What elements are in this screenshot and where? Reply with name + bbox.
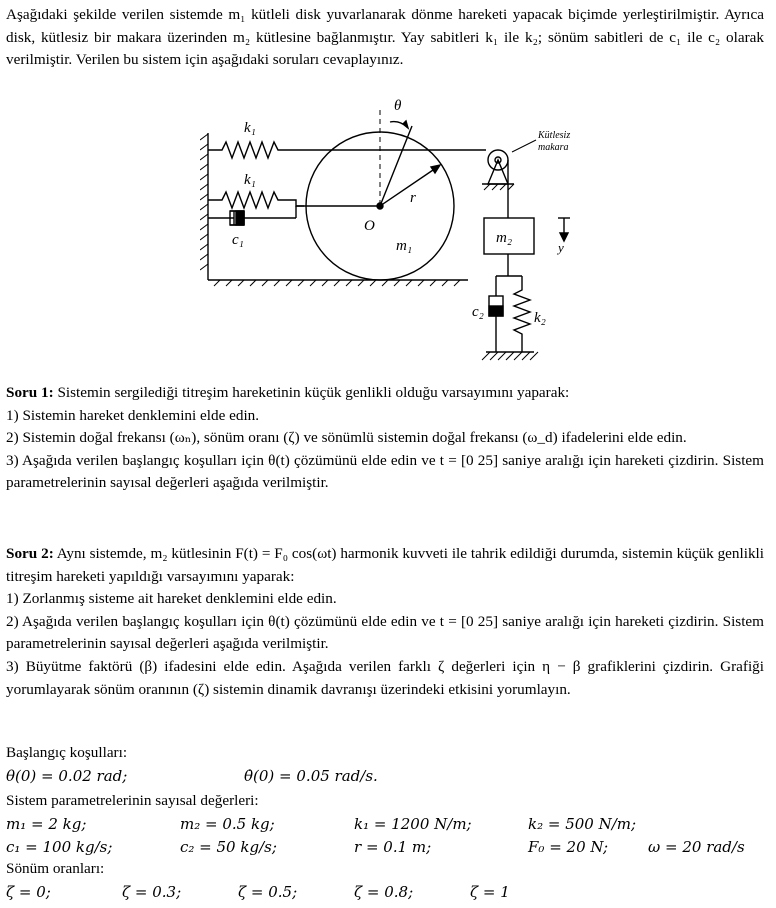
label-m1: m₁ bbox=[396, 238, 413, 254]
theta-arrowhead bbox=[403, 121, 408, 128]
floor-hatch bbox=[214, 280, 460, 286]
label-y: y bbox=[558, 240, 564, 255]
spring-k1-top bbox=[208, 142, 380, 158]
param-omega: ω = 20 rad/s bbox=[648, 838, 745, 856]
label-O: O bbox=[364, 218, 375, 234]
param-F0: F₀ = 20 N; bbox=[528, 838, 609, 856]
damper-c1 bbox=[208, 206, 296, 225]
label-pulley-1: Kütlesiz bbox=[538, 130, 571, 141]
soru1-item2: 2) Sistemin doğal frekansı (ωₙ), sönüm oranı (ζ) ve sönümlü sistemin doğal frekansı (ω_d) ifadelerini elde edin. bbox=[6, 429, 687, 447]
initial-heading: Başlangıç koşulları: bbox=[6, 744, 128, 761]
soru2-intro: Aynı sistemde, m₂ kütlesinin F(t) = F₀ cos(ωt) harmonik kuvveti ile tahrik edildiği durumda, sistemin küçük genlikli titreşim hareketi yapıldığı varsayımını yaparak: bbox=[6, 545, 764, 585]
pulley-hatch bbox=[484, 184, 514, 190]
pulley-leader bbox=[512, 140, 536, 152]
soru2-heading: Soru 2: bbox=[6, 545, 54, 562]
soru2-block bbox=[6, 543, 764, 701]
damper-c2 bbox=[489, 276, 503, 352]
soru2-item2: 2) Aşağıda verilen başlangıç koşulları için θ(t) çözümünü elde edin ve t = [0 25] saniye aralığı için hareketi çizdirin. Sistem parametrelerinin sayısal değerleri aşağıda verilmiştir. bbox=[6, 612, 764, 653]
param-k1: k₁ = 1200 N/m; bbox=[354, 815, 472, 833]
system-figure bbox=[200, 98, 586, 370]
param-r: r = 0.1 m; bbox=[354, 838, 432, 856]
soru2-item1: 1) Zorlanmış sisteme ait hareket denklemini elde edin. bbox=[6, 590, 337, 608]
soru1-block bbox=[6, 382, 764, 495]
label-c1: c₁ bbox=[232, 232, 244, 248]
soru1-item3: 3) Aşağıda verilen başlangıç koşulları için θ(t) çözümünü elde edin ve t = [0 25] saniye aralığı için hareketi çizdirin. Sistem parametrelerinin sayısal değerleri aşağıda verilmiştir. bbox=[6, 451, 764, 492]
label-pulley-2: makara bbox=[538, 142, 569, 153]
label-m2: m₂ bbox=[496, 230, 513, 246]
initial-theta0: θ(0) = 0.02 rad; bbox=[6, 767, 128, 785]
label-r: r bbox=[410, 190, 416, 206]
param-m2: m₂ = 0.5 kg; bbox=[180, 815, 275, 833]
damping-z1: ζ = 0.3; bbox=[122, 883, 182, 901]
label-theta: θ bbox=[394, 98, 402, 114]
param-m1: m₁ = 2 kg; bbox=[6, 815, 87, 833]
soru1-item1: 1) Sistemin hareket denklemini elde edin. bbox=[6, 406, 260, 424]
damping-z4: ζ = 1 bbox=[470, 883, 510, 901]
damping-heading: Sönüm oranları: bbox=[6, 860, 105, 877]
initial-thetadot0: θ̇(0) = 0.05 rad/s. bbox=[244, 767, 378, 785]
param-c2: c₂ = 50 kg/s; bbox=[180, 838, 277, 856]
damping-z3: ζ = 0.8; bbox=[354, 883, 414, 901]
damping-z2: ζ = 0.5; bbox=[238, 883, 298, 901]
label-k1-top: k₁ bbox=[244, 120, 256, 136]
label-c2: c₂ bbox=[472, 304, 484, 320]
ground-m2-hatch bbox=[482, 352, 538, 360]
label-k1-mid: k₁ bbox=[244, 172, 256, 188]
spring-k1-mid bbox=[208, 192, 304, 208]
intro-paragraph bbox=[6, 4, 764, 72]
damping-z0: ζ = 0; bbox=[6, 883, 51, 901]
params-heading: Sistem parametrelerinin sayısal değerleri: bbox=[6, 792, 259, 809]
radius-arrow bbox=[380, 168, 436, 206]
radius-arrowhead bbox=[431, 165, 440, 173]
soru1-intro: Sistemin sergilediği titreşim hareketinin küçük genlikli olduğu varsayımını yaparak: bbox=[53, 384, 570, 401]
param-c1: c₁ = 100 kg/s; bbox=[6, 838, 113, 856]
param-k2: k₂ = 500 N/m; bbox=[528, 815, 637, 833]
soru2-item3: 3) Büyütme faktörü (β) ifadesini elde edin. Aşağıda verilen farklı ζ değerleri için η − β grafiklerini çizdirin. Grafiği yorumlayarak sönüm oranının (ζ) sistemin dinamik davranışı üzerindeki etkisini yorumlayın. bbox=[6, 657, 764, 698]
left-wall-hatch bbox=[200, 134, 208, 270]
rotated-radius bbox=[380, 126, 412, 206]
intro-text: Aşağıdaki şekilde verilen sistemde m₁ kütleli disk yuvarlanarak dönme hareketi yapacak biçimde yerleştirilmiştir. Ayrıca disk, kütlesiz bir makara üzerinden m₂ kütlesine bağlanmıştır. Yay sabitleri k₁ ile k₂; sönüm sabitleri de c₁ ile c₂ olarak verilmiştir. Verilen bu sistem için aşağıdaki soruları cevaplayınız. bbox=[6, 6, 764, 69]
spring-k2 bbox=[514, 276, 530, 352]
soru1-heading: Soru 1: bbox=[6, 384, 54, 401]
label-k2: k₂ bbox=[534, 310, 546, 326]
